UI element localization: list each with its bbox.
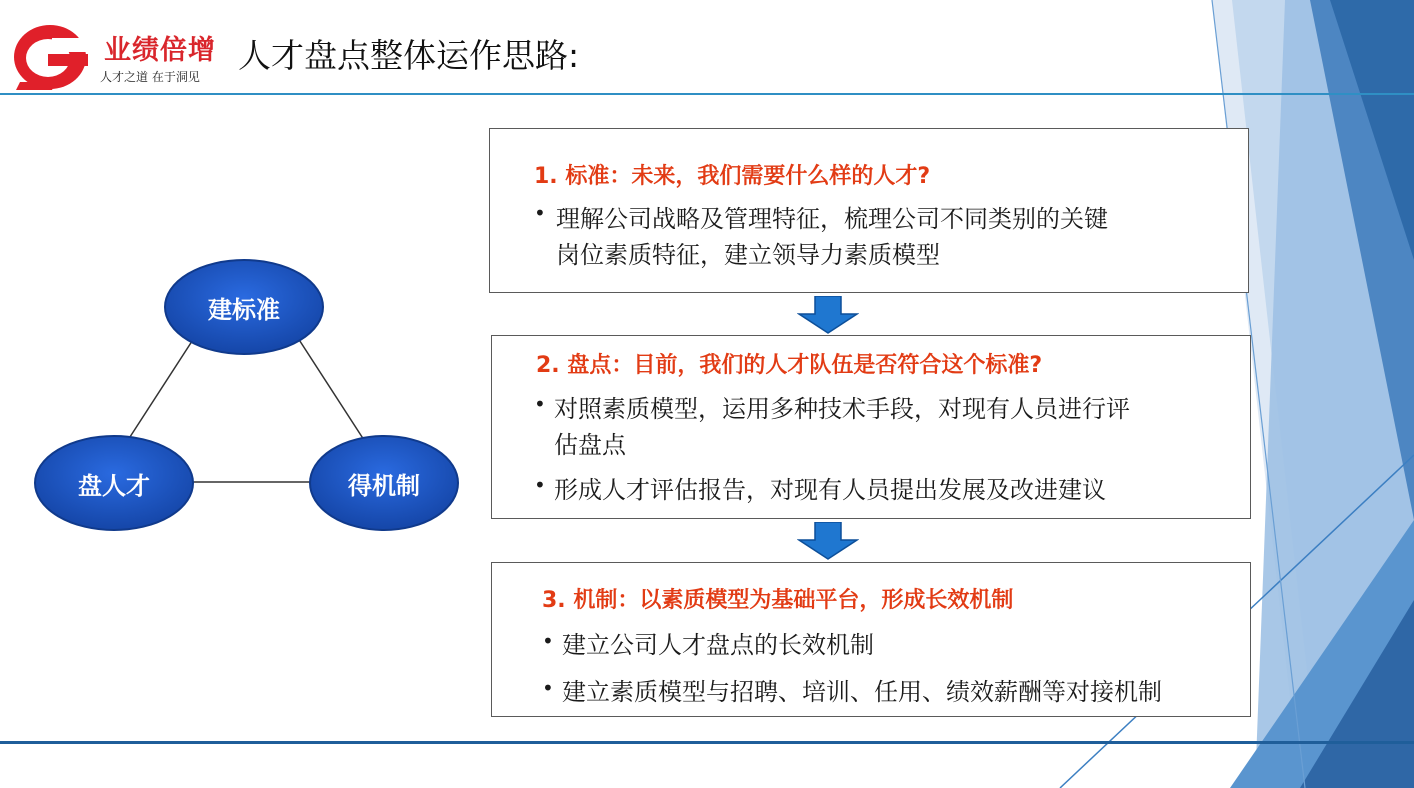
footer-divider <box>0 741 1414 744</box>
bullet-dot: • <box>534 392 546 416</box>
logo-name: 业绩倍增 <box>104 35 216 66</box>
bullet-dot: • <box>542 629 554 653</box>
down-arrow-icon <box>797 296 859 334</box>
step-title: 1. 标准：未来，我们需要什么样的人才? <box>534 164 931 189</box>
bullet-dot: • <box>534 201 546 225</box>
cycle-node-talent: 盘人才 <box>78 471 150 500</box>
step-box-2 <box>491 335 1251 519</box>
down-arrow-icon <box>797 522 859 560</box>
cycle-node-mechanism: 得机制 <box>348 471 420 500</box>
step-bullet-line: 对照素质模型，运用多种技术手段，对现有人员进行评 <box>554 395 1130 423</box>
step-bullet-line: 理解公司战略及管理特征，梳理公司不同类别的关键 <box>556 205 1108 233</box>
step-bullet-line: 形成人才评估报告，对现有人员提出发展及改进建议 <box>554 476 1106 504</box>
step-bullet-line: 岗位素质特征，建立领导力素质模型 <box>556 241 940 269</box>
step-bullet-line: 建立公司人才盘点的长效机制 <box>562 631 874 659</box>
step-box-1 <box>489 128 1249 293</box>
step-box-3 <box>491 562 1251 717</box>
page-title: 人才盘点整体运作思路: <box>238 36 580 75</box>
bullet-dot: • <box>534 473 546 497</box>
logo-slogan: 人才之道 在于洞见 <box>100 70 200 84</box>
step-title: 3. 机制：以素质模型为基础平台，形成长效机制 <box>542 588 1014 613</box>
step-title: 2. 盘点：目前，我们的人才队伍是否符合这个标准? <box>536 353 1043 378</box>
step-bullet-line: 估盘点 <box>554 431 626 459</box>
cycle-node-standard: 建标准 <box>208 295 280 324</box>
bullet-dot: • <box>542 676 554 700</box>
step-bullet-line: 建立素质模型与招聘、培训、任用、绩效薪酬等对接机制 <box>562 678 1162 706</box>
